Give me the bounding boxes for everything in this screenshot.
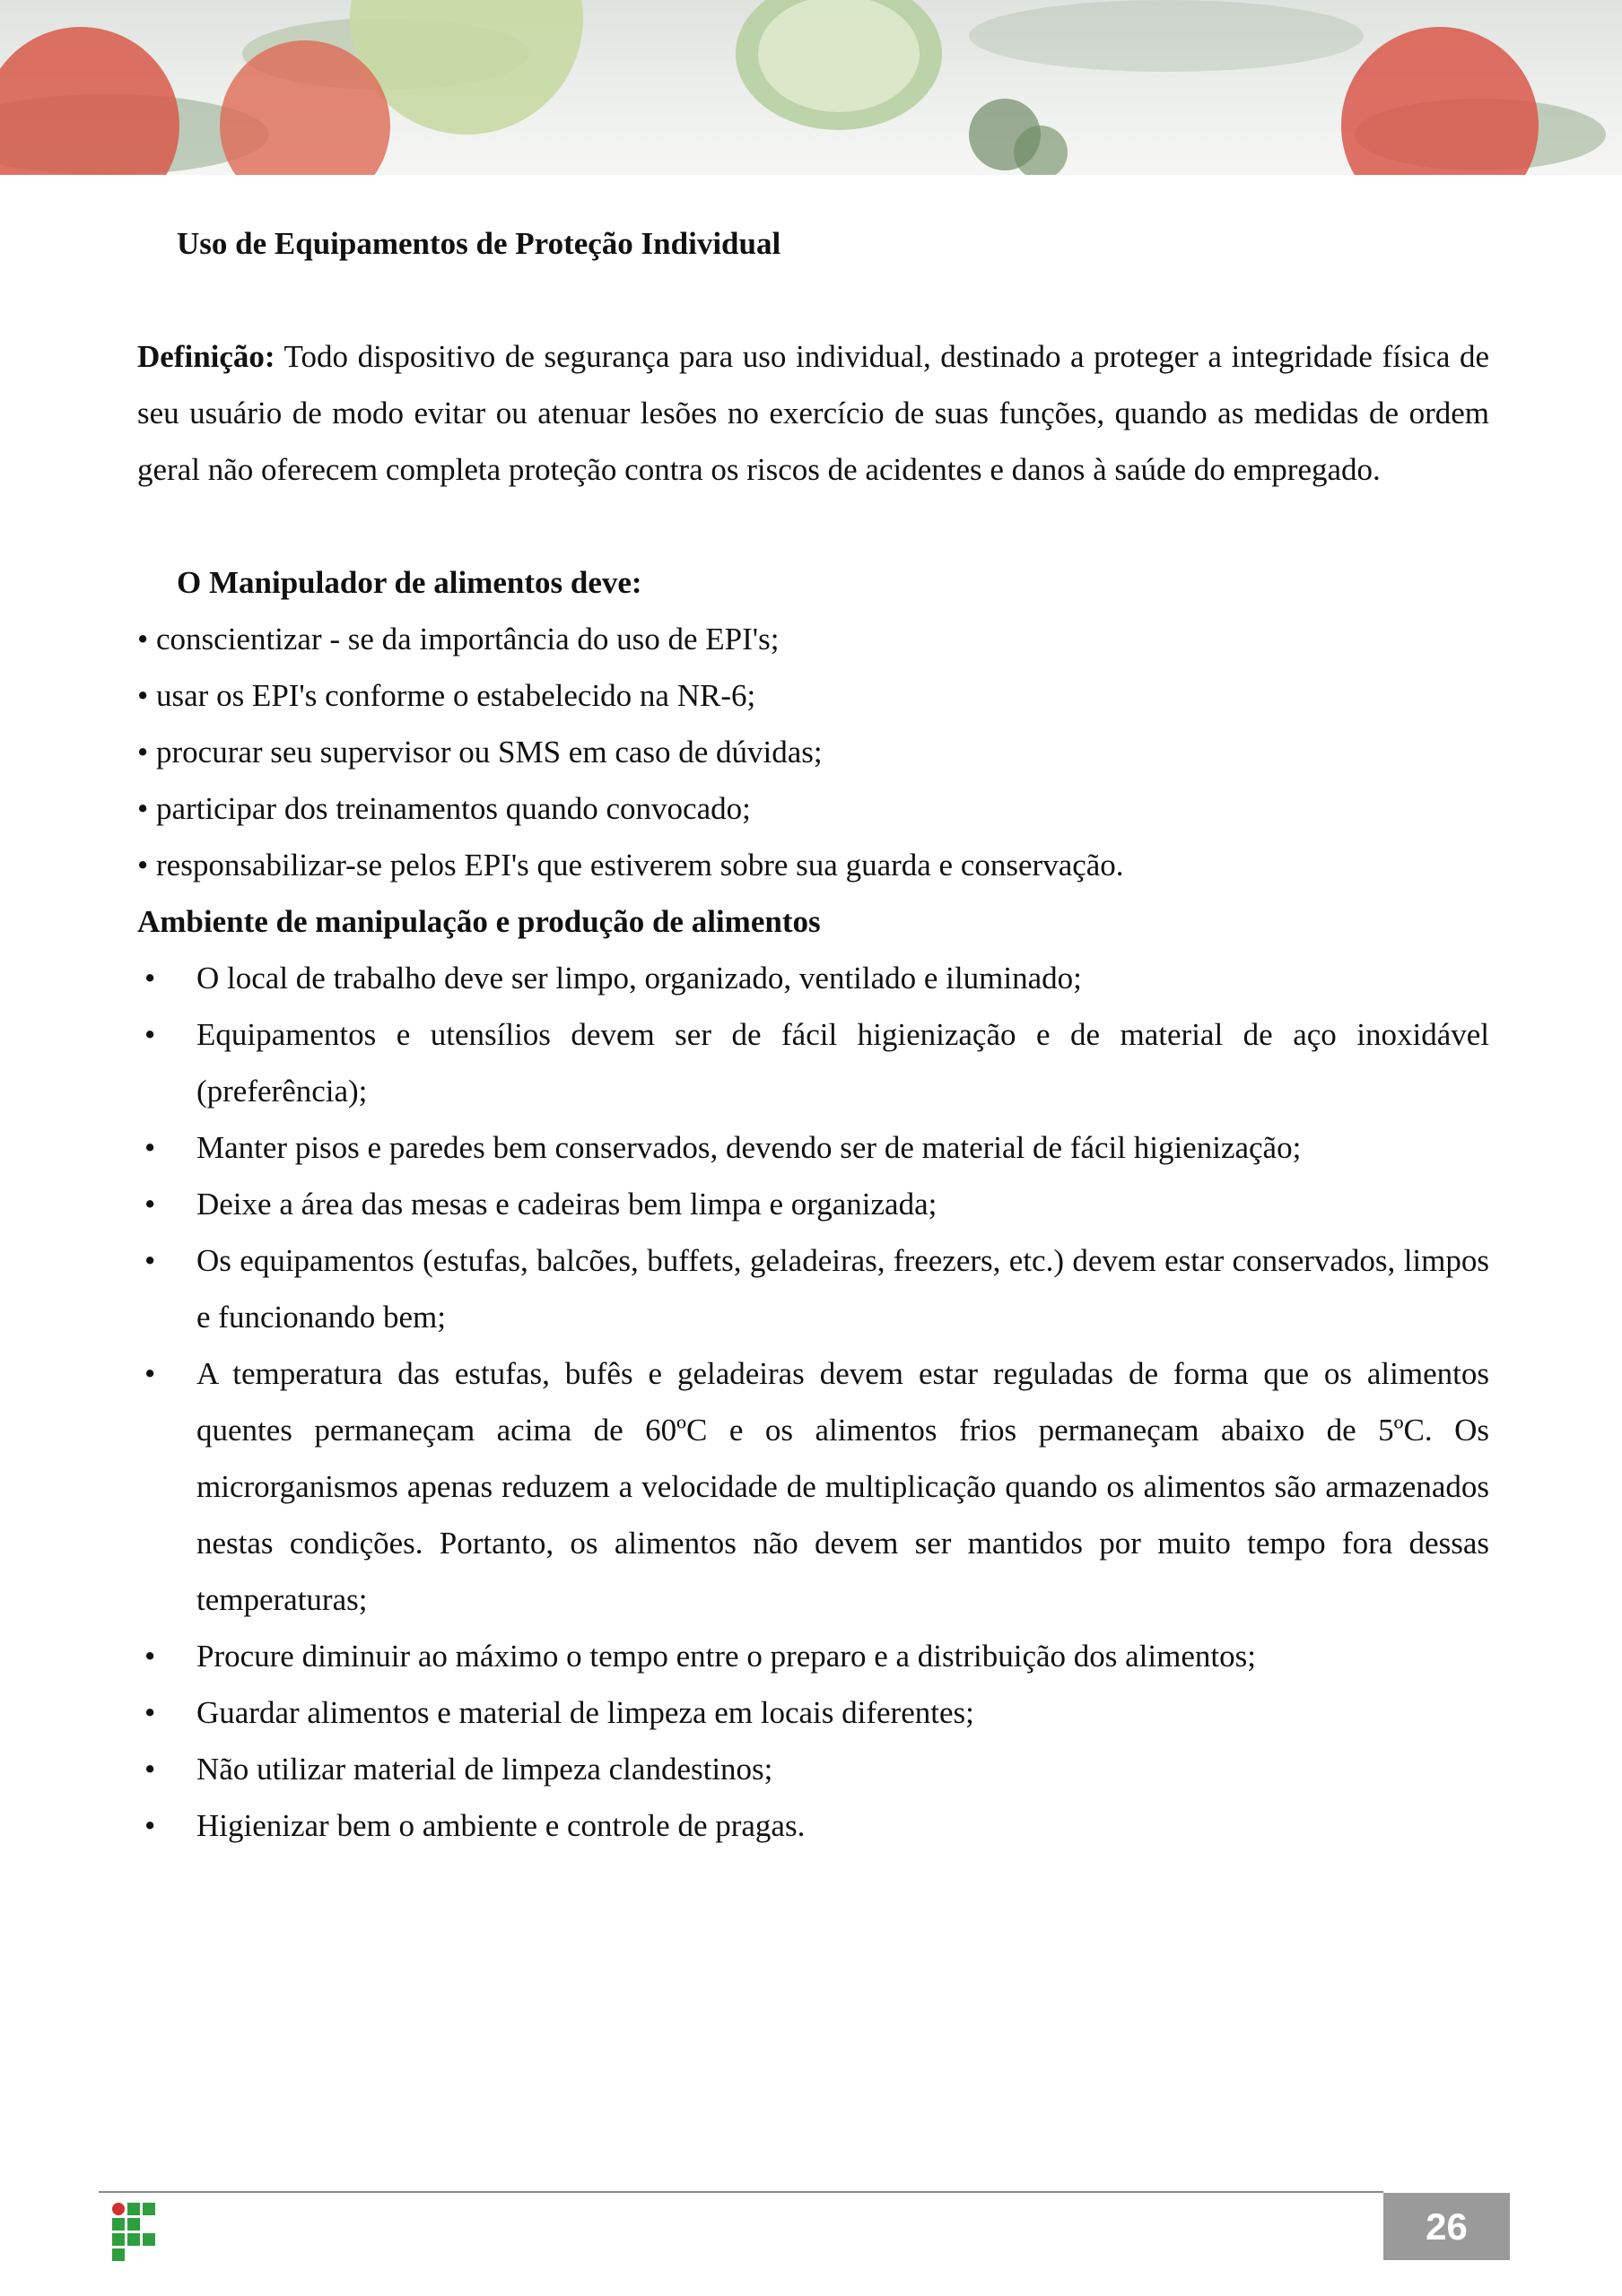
list-item: • participar dos treinamentos quando convocado; (137, 791, 751, 826)
definition-paragraph (137, 328, 1489, 498)
list-item (137, 1797, 1489, 1854)
list-item-text: Higienizar bem o ambiente e controle de pragas. (196, 1808, 806, 1843)
page-content (137, 215, 1489, 1854)
list-item (137, 1741, 1489, 1797)
list-item-text: Deixe a área das mesas e cadeiras bem limpa e organizada; (196, 1187, 937, 1222)
environment-title: Ambiente de manipulação e produção de alimentos (137, 904, 821, 939)
list-item (137, 1119, 1489, 1176)
list-item: • responsabilizar-se pelos EPI's que estiverem sobre sua guarda e conservação. (137, 848, 1124, 883)
list-item (137, 950, 1489, 1006)
bullet-mark: • (144, 1356, 156, 1391)
list-item-text: A temperatura das estufas, bufês e geladeiras devem estar reguladas de forma que os alimentos quentes permaneçam acima de 60ºC e os alimentos frios permaneçam abaixo de 5ºC. Os microrganismos apenas reduzem a velocidade de multiplicação quando os alimentos são armazenados nestas condições. Portanto, os alimentos não devem ser mantidos por muito tempo fora dessas temperaturas; (196, 1356, 1489, 1617)
handler-title: O Manipulador de alimentos deve: (177, 565, 642, 600)
list-item (137, 1684, 1489, 1741)
list-item-text: Equipamentos e utensílios devem ser de fácil higienização e de material de aço inoxidável (preferência); (196, 1017, 1489, 1109)
bullet-mark: • (144, 1808, 156, 1843)
list-item-text: Guardar alimentos e material de limpeza em locais diferentes; (196, 1695, 974, 1730)
list-item: • procurar seu supervisor ou SMS em caso de dúvidas; (137, 735, 823, 770)
list-item (137, 1628, 1489, 1684)
section-title: Uso de Equipamentos de Proteção Individual (177, 226, 781, 261)
header-banner-image (0, 0, 1622, 175)
environment-list (137, 950, 1489, 1854)
list-item (137, 1345, 1489, 1628)
list-item (137, 1176, 1489, 1232)
handler-list (137, 611, 1489, 893)
bullet-mark: • (144, 1130, 156, 1165)
spacer (137, 272, 1489, 328)
definition-text: Todo dispositivo de segurança para uso individual, destinado a proteger a integridade física de seu usuário de modo evitar ou atenuar lesões no exercício de suas funções, quando as medidas de ordem geral não oferecem completa proteção contra os riscos de acidentes e danos à saúde do empregado. (137, 339, 1489, 487)
list-item-text: Não utilizar material de limpeza clandestinos; (196, 1752, 773, 1787)
bullet-mark: • (144, 1639, 156, 1674)
vegetables-illustration (0, 0, 1622, 175)
list-item-text: Manter pisos e paredes bem conservados, devendo ser de material de fácil higienização; (196, 1130, 1302, 1165)
list-item-text: Procure diminuir ao máximo o tempo entre o preparo e a distribuição dos alimentos; (196, 1639, 1256, 1674)
page-number: 26 (1383, 2193, 1510, 2260)
list-item: • conscientizar - se da importância do uso de EPI's; (137, 622, 780, 657)
bullet-mark: • (144, 1187, 156, 1222)
bullet-mark: • (144, 1752, 156, 1787)
list-item-text: Os equipamentos (estufas, balcões, buffets, geladeiras, freezers, etc.) devem estar conservados, limpos e funcionando bem; (196, 1243, 1489, 1335)
bullet-mark: • (144, 1243, 156, 1278)
list-item (137, 1232, 1489, 1345)
spacer (137, 498, 1489, 554)
institution-logo-icon (111, 2202, 158, 2263)
footer-divider (99, 2191, 1383, 2193)
bullet-mark: • (144, 961, 156, 996)
bullet-mark: • (144, 1695, 156, 1730)
list-item: • usar os EPI's conforme o estabelecido na NR-6; (137, 678, 756, 713)
list-item-text: O local de trabalho deve ser limpo, organizado, ventilado e iluminado; (196, 961, 1082, 996)
list-item (137, 1006, 1489, 1119)
definition-label: Definição: (137, 339, 275, 374)
bullet-mark: • (144, 1017, 156, 1052)
